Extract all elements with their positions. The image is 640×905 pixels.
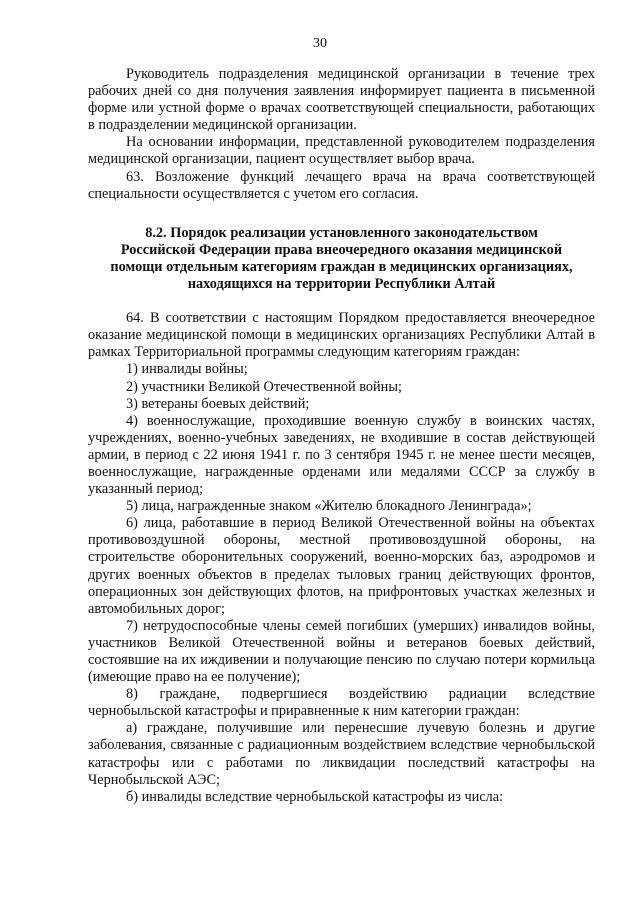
- section-heading: [88, 225, 595, 293]
- page-number: 30: [313, 36, 327, 51]
- list-item: 7) нетрудоспособные члены семей погибших (умерших) инвалидов войны, участников Великой Отечественной войны и ветеранов боевых действий, состоявшие на их иждивении и получающие пенсию по случаю потери кормильца (имеющие право на ее получение);: [88, 617, 595, 686]
- heading-line: Российской Федерации права внеочередного оказания медицинской: [120, 241, 563, 258]
- heading-line: 8.2. Порядок реализации установленного законодательством: [145, 224, 538, 241]
- list-item: 3) ветераны боевых действий;: [126, 395, 310, 412]
- list-item: 8) граждане, подвергшиеся воздействию радиации вследствие чернобыльской катастрофы и приравненные к ним категории граждан:: [88, 686, 595, 720]
- sub-list-item: б) инвалиды вследствие чернобыльской катастрофы из числа:: [126, 788, 504, 805]
- list-item: 5) лица, награжденные знаком «Жителю блокадного Ленинграда»;: [126, 498, 532, 515]
- paragraph: Руководитель подразделения медицинской организации в течение трех рабочих дней со дня получения заявления информирует пациента в письменной форме или устной форме о врачах соответствующей специальности, работающих в подразделении медицинской организации.: [88, 66, 595, 134]
- list-item: 1) инвалиды войны;: [126, 361, 248, 378]
- paragraph: 63. Возложение функций лечащего врача на врача соответствующей специальности осуществляется с учетом его согласия.: [88, 168, 595, 202]
- page-content: [88, 66, 595, 806]
- heading-line: находящихся на территории Республики Алтай: [187, 276, 496, 293]
- list-item: 4) военнослужащие, проходившие военную службу в воинских частях, учреждениях, военно-учебных заведениях, не входившие в состав действующей армии, в период с 22 июня 1941 г. по 3 сентября 1945 г. не менее шести месяцев, военнослужащие, награжденные орденами или медалями СССР за службу в указанный период;: [88, 412, 595, 498]
- paragraph: На основании информации, представленной руководителем подразделения медицинской организации, пациент осуществляет выбор врача.: [88, 134, 595, 168]
- paragraph: 64. В соответствии с настоящим Порядком предоставляется внеочередное оказание медицинской помощи в медицинских организациях Республики Алтай в рамках Территориальной программы следующим категориям граждан:: [88, 310, 595, 361]
- list-item: 6) лица, работавшие в период Великой Отечественной войны на объектах противовоздушной обороны, местной противовоздушной обороны, на строительстве оборонительных сооружений, военно-морских баз, аэродромов и других военных объектов в пределах тыловых границ действующих фронтов, операционных зон действующих флотов, на прифронтовых участках железных и автомобильных дорог;: [88, 515, 595, 617]
- list-item: 2) участники Великой Отечественной войны;: [126, 378, 402, 395]
- heading-line: помощи отдельным категориям граждан в медицинских организациях,: [110, 258, 573, 275]
- sub-list-item: а) граждане, получившие или перенесшие лучевую болезнь и другие заболевания, связанные с радиационным воздействием вследствие чернобыльской катастрофы или с работами по ликвидации последствий катастрофы на Чернобыльской АЭС;: [88, 720, 595, 788]
